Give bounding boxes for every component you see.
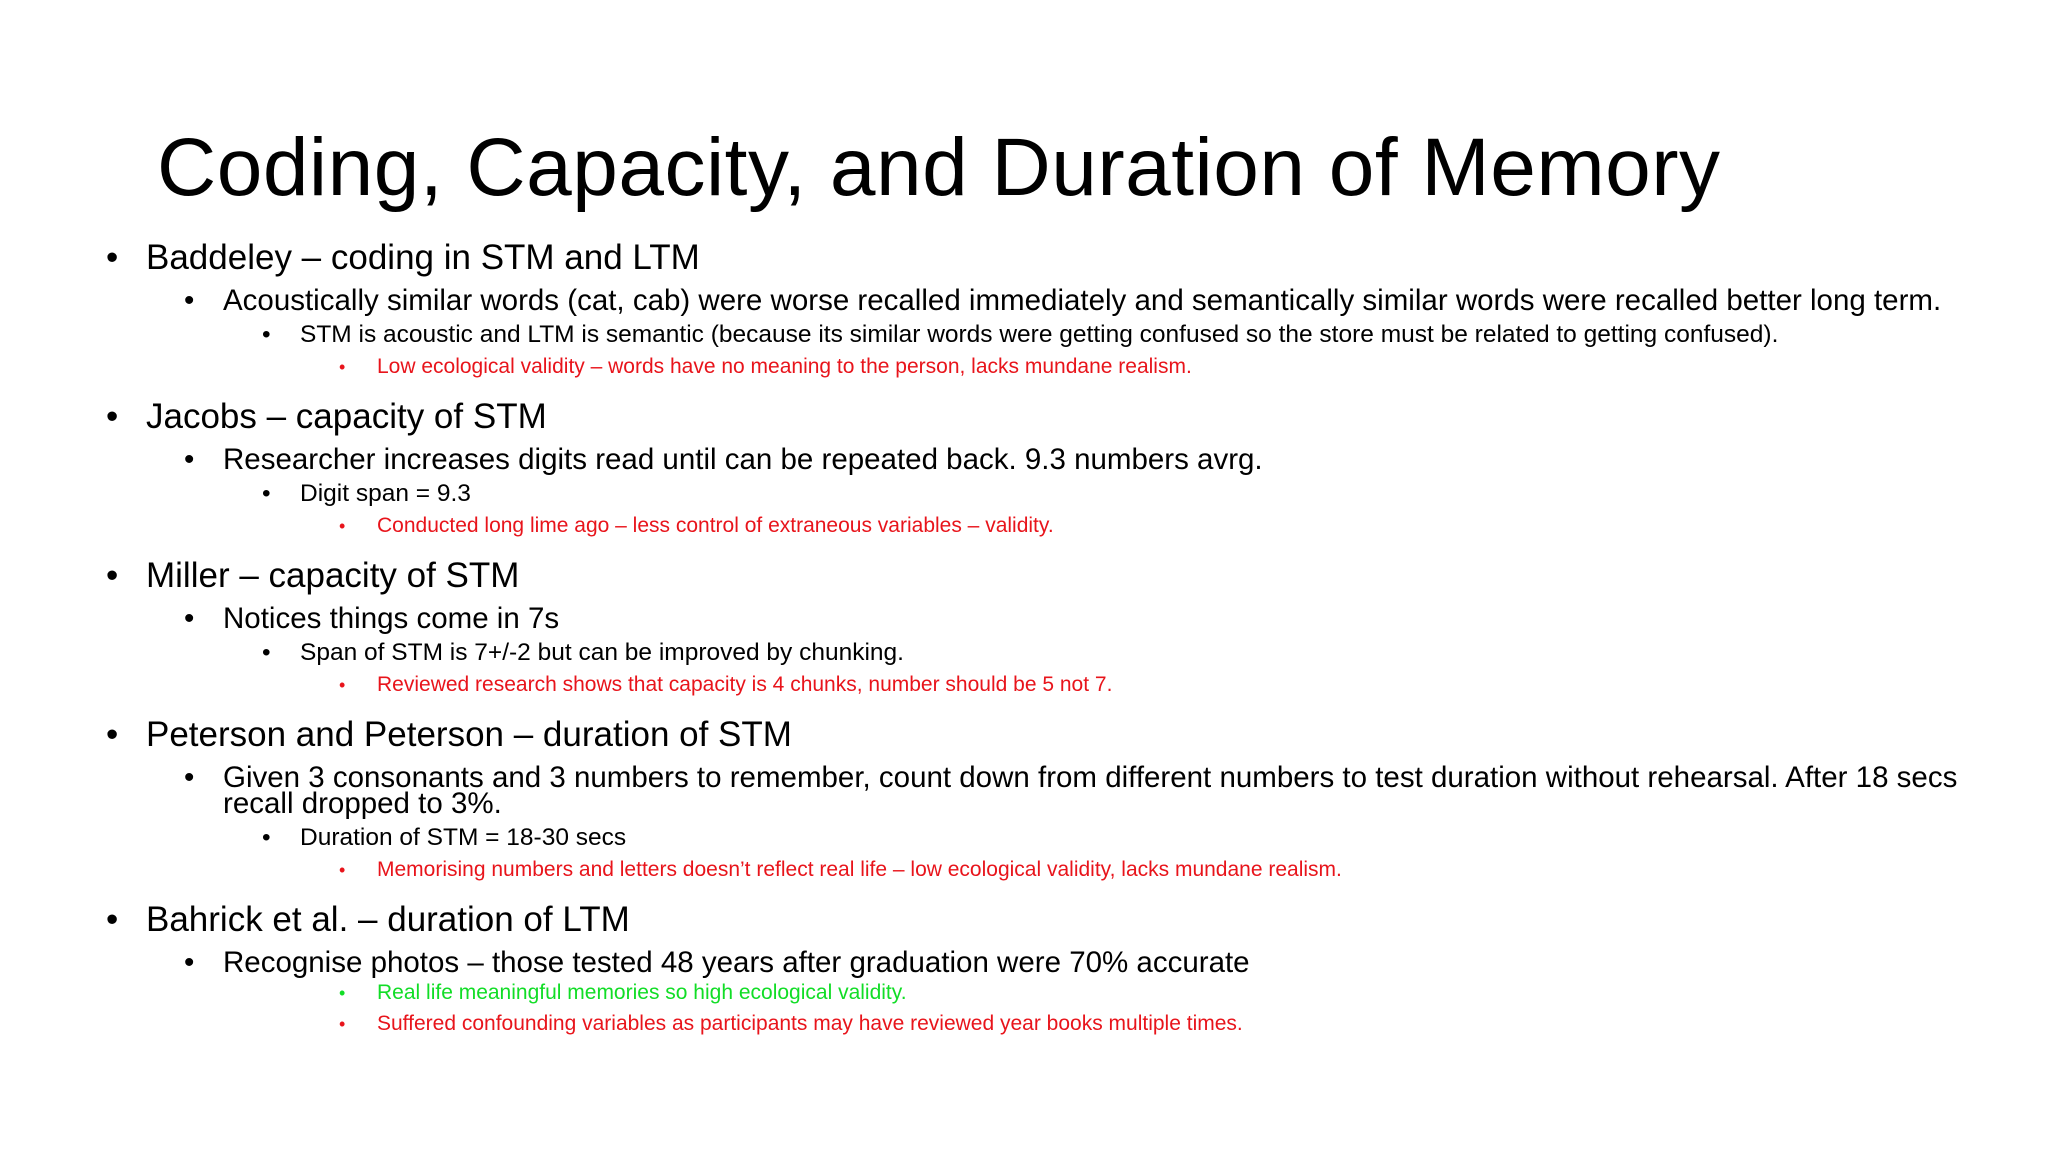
- section-evaluation-bahrick: [0, 1010, 1977, 1038]
- section-detail-baddeley: [0, 320, 1980, 350]
- section-point-text: Given 3 consonants and 3 numbers to remember, count down from different numbers to test duration without rehearsal. After 18 secs recall dropped to 3%.: [223, 761, 1958, 820]
- section-heading-text: Bahrick et al. – duration of LTM: [146, 900, 630, 939]
- bullet-icon: •: [262, 321, 271, 348]
- section-detail-text: Digit span = 9.3: [300, 480, 471, 507]
- section-detail-jacobs: [0, 479, 1980, 509]
- section-evaluation-text: Low ecological validity – words have no meaning to the person, lacks mundane realism.: [377, 355, 1192, 378]
- bullet-icon: •: [339, 983, 346, 1003]
- section-heading-jacobs: [0, 395, 1986, 439]
- section-point-jacobs: [0, 443, 1983, 476]
- bullet-icon: •: [106, 900, 119, 939]
- bullet-icon: •: [184, 946, 195, 979]
- section-evaluation-text: Conducted long lime ago – less control of extraneous variables – validity.: [377, 514, 1054, 537]
- bullet-icon: •: [106, 238, 119, 277]
- section-point-text: Notices things come in 7s: [223, 602, 560, 635]
- bullet-icon: •: [184, 443, 195, 476]
- bullet-icon: •: [339, 675, 346, 695]
- section-evaluation-text: Memorising numbers and letters doesn’t reflect real life – low ecological validity, lacks mundane realism.: [377, 858, 1342, 881]
- bullet-icon: •: [262, 480, 271, 507]
- bullet-icon: •: [339, 1014, 346, 1034]
- section-point-miller: [0, 602, 1983, 635]
- section-evaluation-miller: [0, 671, 1977, 699]
- bullet-icon: •: [262, 824, 271, 851]
- bullet-icon: •: [184, 761, 195, 794]
- bullet-icon: •: [339, 860, 346, 880]
- section-heading-baddeley: [0, 236, 1986, 280]
- section-heading-text: Jacobs – capacity of STM: [146, 397, 547, 436]
- bullet-icon: •: [339, 357, 346, 377]
- section-point-text: Recognise photos – those tested 48 years after graduation were 70% accurate: [223, 946, 1250, 979]
- section-point-bahrick: [0, 946, 1983, 979]
- section-evaluation-positive-text: Real life meaningful memories so high ecological validity.: [377, 981, 907, 1004]
- bullet-icon: •: [106, 397, 119, 436]
- section-evaluation-jacobs: [0, 512, 1977, 540]
- bullet-icon: •: [184, 284, 195, 317]
- section-point-text: Researcher increases digits read until can be repeated back. 9.3 numbers avrg.: [223, 443, 1263, 476]
- section-point-text: Acoustically similar words (cat, cab) were worse recalled immediately and semantically similar words were recalled better long term.: [223, 284, 1942, 317]
- section-evaluation-text: Reviewed research shows that capacity is 4 chunks, number should be 5 not 7.: [377, 673, 1113, 696]
- bullet-icon: •: [106, 556, 119, 595]
- section-heading-text: Miller – capacity of STM: [146, 556, 520, 595]
- section-evaluation-text: Suffered confounding variables as participants may have reviewed year books multiple times.: [377, 1012, 1243, 1035]
- bullet-icon: •: [106, 715, 119, 754]
- section-detail-miller: [0, 638, 1980, 668]
- section-heading-peterson: [0, 713, 1986, 757]
- section-evaluation-positive-bahrick: [0, 979, 1977, 1007]
- section-detail-text: STM is acoustic and LTM is semantic (because its similar words were getting confused so the store must be related to getting confused).: [300, 321, 1779, 348]
- section-detail-peterson: [0, 823, 1980, 853]
- section-detail-text: Span of STM is 7+/-2 but can be improved by chunking.: [300, 639, 904, 666]
- section-evaluation-peterson: [0, 856, 1977, 884]
- bullet-icon: •: [339, 516, 346, 536]
- bullet-list: [0, 236, 2048, 1038]
- bullet-icon: •: [184, 602, 195, 635]
- bullet-icon: •: [262, 639, 271, 666]
- section-detail-text: Duration of STM = 18-30 secs: [300, 824, 627, 851]
- slide-title: Coding, Capacity, and Duration of Memory: [157, 122, 1721, 213]
- section-evaluation-baddeley: [0, 353, 1977, 381]
- section-heading-miller: [0, 554, 1986, 598]
- section-heading-bahrick: [0, 898, 1986, 942]
- section-heading-text: Baddeley – coding in STM and LTM: [146, 238, 700, 277]
- section-heading-text: Peterson and Peterson – duration of STM: [146, 715, 792, 754]
- section-point-baddeley: [0, 284, 1983, 317]
- section-point-peterson: [0, 761, 1983, 820]
